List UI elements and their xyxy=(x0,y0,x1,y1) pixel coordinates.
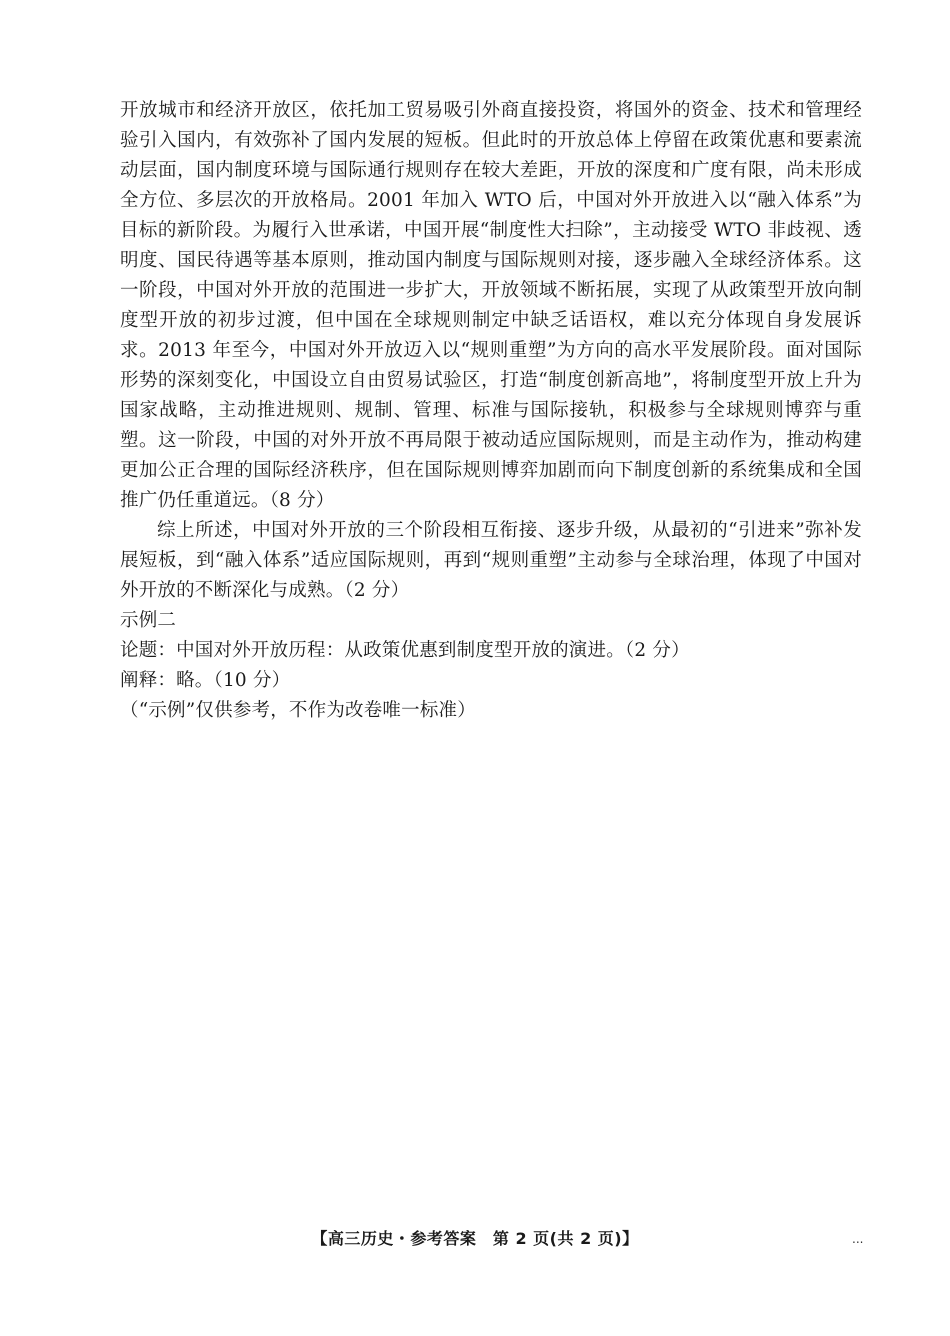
thesis-line: 论题：中国对外开放历程：从政策优惠到制度型开放的演进。（2 分） xyxy=(120,640,690,661)
corner-mark: ... xyxy=(852,1232,864,1246)
example-heading: 示例二 xyxy=(120,610,177,631)
answer-paragraph: 开放城市和经济开放区，依托加工贸易吸引外商直接投资，将国外的资金、技术和管理经验引入国内，有效弥补了国内发展的短板。但此时的开放总体上停留在政策优惠和要素流动层面，国内制度环境与国际通行规则存在较大差距，开放的深度和广度有限，尚未形成全方位、多层次的开放格局。2001 年加入 WTO 后，中国对外开放进入以“融入体系”为目标的新阶段。为履行入世承诺，中国开展“制度性大扫除”，主动接受 WTO 非歧视、透明度、国民待遇等基本原则，推动国内制度与国际规则对接，逐步融入全球经济体系。这一阶段，中国对外开放的范围进一步扩大，开放领域不断拓展，实现了从政策型开放向制度型开放的初步过渡，但中国在全球规则制定中缺乏话语权，难以充分体现自身发展诉求。2013 年至今，中国对外开放迈入以“规则重塑”为方向的高水平发展阶段。面对国际形势的深刻变化，中国设立自由贸易试验区，打造“制度创新高地”，将制度型开放上升为国家战略，主动推进规则、规制、管理、标准与国际接轨，积极参与全球规则博弈与重塑。这一阶段，中国的对外开放不再局限于被动适应国际规则，而是主动作为，推动构建更加公正合理的国际经济秩序，但在国际规则博弈加剧而向下制度创新的系统集成和全国推广仍任重道远。（8 分） xyxy=(120,100,862,511)
explanation-line: 阐释：略。（10 分） xyxy=(120,670,291,691)
summary-paragraph: 综上所述，中国对外开放的三个阶段相互衔接、逐步升级，从最初的“引进来”弥补发展短板，到“融入体系”适应国际规则，再到“规则重塑”主动参与全球治理，体现了中国对外开放的不断深化与成熟。（2 分） xyxy=(120,520,862,601)
reference-note: （“示例”仅供参考，不作为改卷唯一标准） xyxy=(120,700,476,721)
answer-page-content xyxy=(120,96,862,726)
page-footer: 【高三历史・参考答案 第 2 页(共 2 页)】 xyxy=(311,1229,639,1248)
